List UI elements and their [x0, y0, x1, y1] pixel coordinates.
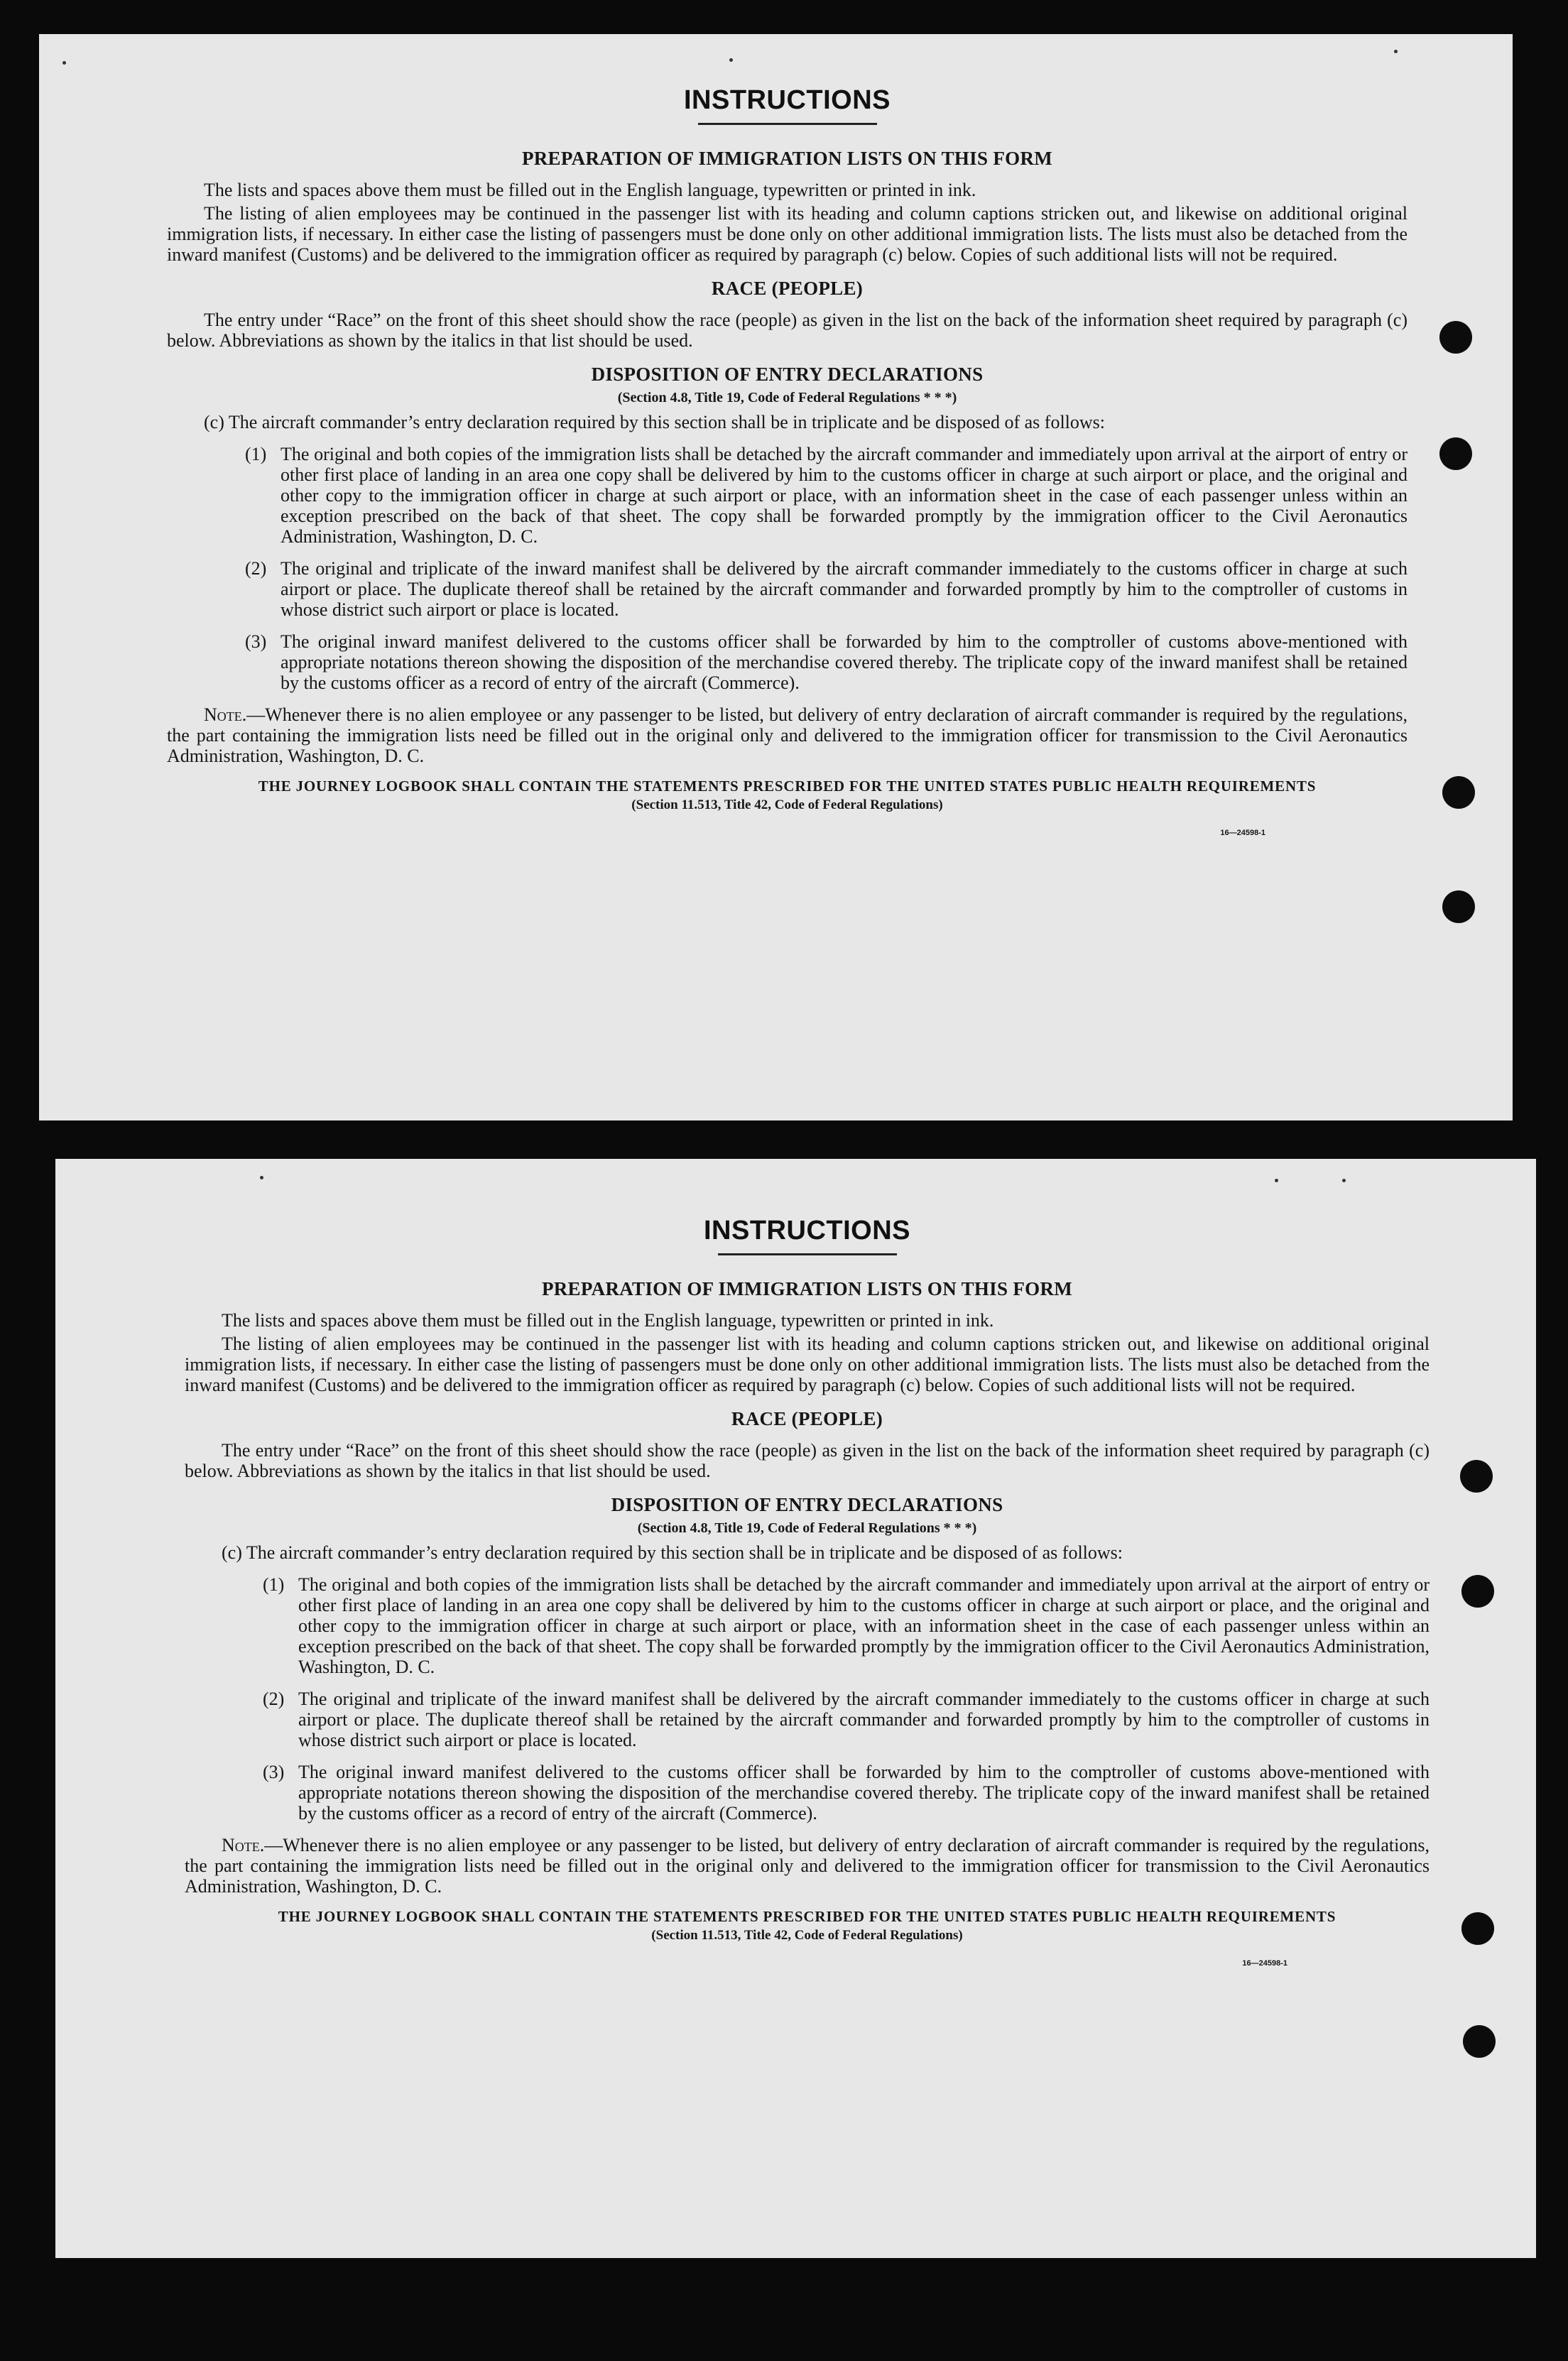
paragraph-race: The entry under “Race” on the front of this sheet should show the race (people) as given in the list on the back of the information sheet required by paragraph (c) below. Abbreviations as shown by the italics in that list should be used.	[167, 310, 1408, 351]
punch-hole	[1461, 1575, 1494, 1608]
note-label: Note.	[204, 704, 247, 725]
list-item	[263, 1689, 1430, 1750]
health-requirements-citation: (Section 11.513, Title 42, Code of Federal Regulations)	[631, 797, 943, 812]
note-text: —Whenever there is no alien employee or any passenger to be listed, but delivery of entry declaration of aircraft commander is required by the regulations, the part containing the immigration lists need be filled out in the original only and delivered to the immigration officer for transmission to the Civil Aeronautics Administration, Washington, D. C.	[185, 1835, 1430, 1897]
section-heading-race: RACE (PEOPLE)	[711, 278, 864, 299]
list-item-number: (3)	[245, 631, 267, 652]
list-item-text: The original and both copies of the immigration lists shall be detached by the aircraft commander and immediately upon arrival at the airport of entry or other first place of landing in an area one copy shall be delivered by him to the customs officer in charge at such airport or place, and the original and other copy to the immigration officer in charge at such airport or place, with an information sheet in the case of each passenger unless within an exception prescribed on the back of that sheet. The copy shall be forwarded promptly by the immigration officer to the Civil Aeronautics Administration, Washington, D. C.	[298, 1574, 1430, 1677]
health-requirements-citation: (Section 11.513, Title 42, Code of Federal Regulations)	[651, 1928, 963, 1943]
scan-speck	[1394, 50, 1398, 53]
form-code: 16—24598-1	[1220, 829, 1265, 837]
paragraph-language: The lists and spaces above them must be filled out in the English language, typewritten or printed in ink.	[222, 1310, 994, 1331]
list-item-number: (1)	[263, 1574, 285, 1595]
list-item	[245, 631, 1408, 693]
health-requirements-statement: THE JOURNEY LOGBOOK SHALL CONTAIN THE STATEMENTS PRESCRIBED FOR THE UNITED STATES PUBLIC HEALTH REQUIREMENTS	[278, 1908, 1336, 1925]
list-item	[263, 1762, 1430, 1823]
paragraph-alien-employees: The listing of alien employees may be continued in the passenger list with its heading and column captions stricken out, and likewise on additional original immigration lists, if necessary. In either case the listing of passengers must be done only on other additional immigration lists. The lists must also be detached from the inward manifest (Customs) and be delivered to the immigration officer as required by paragraph (c) below. Copies of such additional lists will not be required.	[185, 1334, 1430, 1395]
punch-hole	[1460, 1460, 1493, 1493]
section-heading-race: RACE (PEOPLE)	[731, 1408, 883, 1429]
list-item-text: The original inward manifest delivered to the customs officer shall be forwarded by him to the comptroller of customs above-mentioned with appropriate notations thereon showing the disposition of the merchandise covered thereby. The triplicate copy of the inward manifest shall be retained by the customs officer as a record of entry of the aircraft (Commerce).	[298, 1762, 1430, 1823]
punch-hole	[1439, 437, 1472, 470]
list-item-text: The original and triplicate of the inward manifest shall be delivered by the aircraft commander immediately to the customs officer in charge at such airport or place. The duplicate thereof shall be retained by the aircraft commander and forwarded promptly by him to the comptroller of customs in whose district such airport or place is located.	[298, 1689, 1430, 1750]
list-item	[245, 444, 1408, 547]
list-item-number: (3)	[263, 1762, 285, 1782]
paragraph-disposition-intro: (c) The aircraft commander’s entry declaration required by this section shall be in triplicate and be disposed of as follows:	[204, 412, 1106, 432]
punch-hole	[1439, 321, 1472, 354]
section-heading-preparation: PREPARATION OF IMMIGRATION LISTS ON THIS FORM	[521, 148, 1053, 169]
paragraph-note	[185, 1835, 1430, 1897]
list-item-number: (2)	[245, 558, 267, 579]
section-heading-disposition: DISPOSITION OF ENTRY DECLARATIONS	[611, 1494, 1003, 1515]
scan-speck	[62, 61, 66, 65]
paragraph-race: The entry under “Race” on the front of this sheet should show the race (people) as given in the list on the back of the information sheet required by paragraph (c) below. Abbreviations as shown by the italics in that list should be used.	[185, 1440, 1430, 1481]
title-underline	[698, 123, 877, 125]
punch-hole	[1463, 2025, 1496, 2058]
scan-speck	[1275, 1179, 1278, 1182]
scan-speck	[729, 58, 733, 62]
scan-speck	[1342, 1179, 1346, 1182]
punch-hole	[1442, 890, 1475, 923]
paragraph-note	[167, 704, 1408, 766]
health-requirements-statement: THE JOURNEY LOGBOOK SHALL CONTAIN THE STATEMENTS PRESCRIBED FOR THE UNITED STATES PUBLIC HEALTH REQUIREMENTS	[258, 778, 1317, 795]
section-heading-disposition: DISPOSITION OF ENTRY DECLARATIONS	[591, 364, 984, 385]
note-text: —Whenever there is no alien employee or any passenger to be listed, but delivery of entry declaration of aircraft commander is required by the regulations, the part containing the immigration lists need be filled out in the original only and delivered to the immigration officer for transmission to the Civil Aeronautics Administration, Washington, D. C.	[167, 704, 1408, 766]
instruction-sheet-top	[39, 34, 1513, 1120]
sheet-title: INSTRUCTIONS	[684, 85, 891, 115]
form-code: 16—24598-1	[1242, 1959, 1287, 1968]
list-item-text: The original and both copies of the immigration lists shall be detached by the aircraft commander and immediately upon arrival at the airport of entry or other first place of landing in an area one copy shall be delivered by him to the customs officer in charge at such airport or place, and the original and other copy to the immigration officer in charge at such airport or place, with an information sheet in the case of each passenger unless within an exception prescribed on the back of that sheet. The copy shall be forwarded promptly by the immigration officer to the Civil Aeronautics Administration, Washington, D. C.	[281, 444, 1408, 547]
scan-speck	[260, 1176, 263, 1179]
list-item-number: (1)	[245, 444, 267, 464]
sheet-title: INSTRUCTIONS	[704, 1216, 910, 1245]
section-heading-preparation: PREPARATION OF IMMIGRATION LISTS ON THIS FORM	[541, 1278, 1073, 1299]
list-item	[245, 558, 1408, 620]
instruction-sheet-bottom	[55, 1159, 1536, 2258]
section-citation: (Section 4.8, Title 19, Code of Federal Regulations * * *)	[637, 1520, 977, 1536]
list-item-text: The original and triplicate of the inward manifest shall be delivered by the aircraft commander immediately to the customs officer in charge at such airport or place. The duplicate thereof shall be retained by the aircraft commander and forwarded promptly by him to the comptroller of customs in whose district such airport or place is located.	[281, 558, 1408, 620]
list-item-number: (2)	[263, 1689, 285, 1709]
paragraph-alien-employees: The listing of alien employees may be continued in the passenger list with its heading and column captions stricken out, and likewise on additional original immigration lists, if necessary. In either case the listing of passengers must be done only on other additional immigration lists. The lists must also be detached from the inward manifest (Customs) and be delivered to the immigration officer as required by paragraph (c) below. Copies of such additional lists will not be required.	[167, 203, 1408, 265]
punch-hole	[1461, 1912, 1494, 1945]
paragraph-disposition-intro: (c) The aircraft commander’s entry declaration required by this section shall be in triplicate and be disposed of as follows:	[222, 1542, 1123, 1563]
list-item	[263, 1574, 1430, 1677]
note-label: Note.	[222, 1835, 265, 1855]
punch-hole	[1442, 776, 1475, 809]
paragraph-language: The lists and spaces above them must be filled out in the English language, typewritten or printed in ink.	[204, 180, 976, 200]
section-citation: (Section 4.8, Title 19, Code of Federal Regulations * * *)	[617, 390, 957, 405]
title-underline	[718, 1253, 897, 1255]
list-item-text: The original inward manifest delivered to the customs officer shall be forwarded by him to the comptroller of customs above-mentioned with appropriate notations thereon showing the disposition of the merchandise covered thereby. The triplicate copy of the inward manifest shall be retained by the customs officer as a record of entry of the aircraft (Commerce).	[281, 631, 1408, 693]
